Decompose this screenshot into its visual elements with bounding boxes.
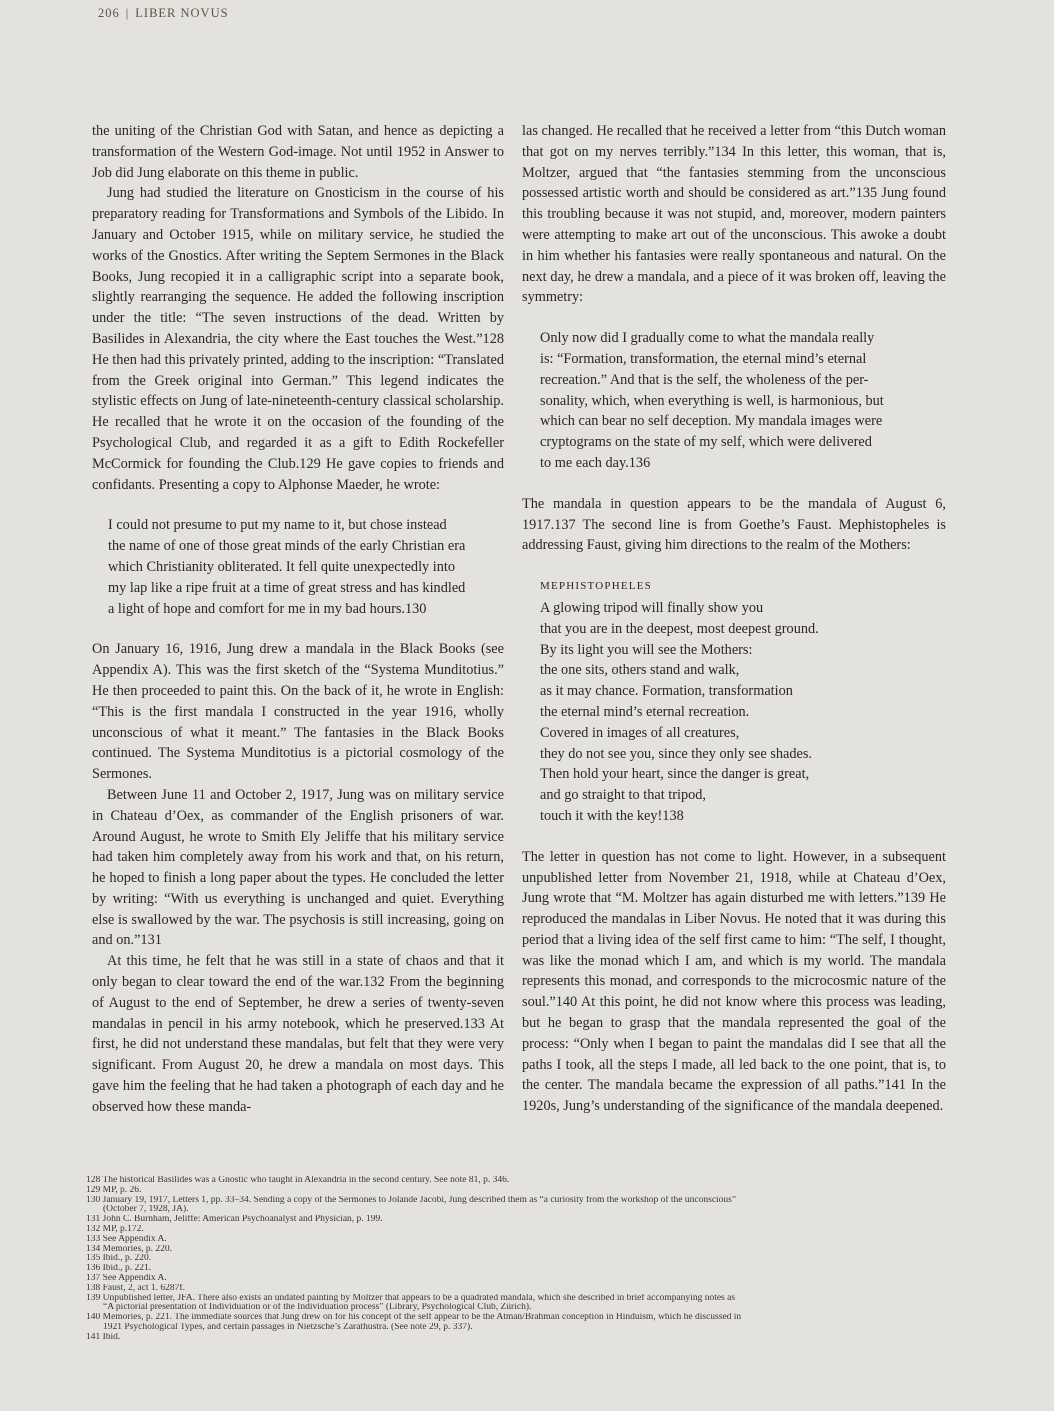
footnote-continuation: 1921 Psychological Types, and certain passages in Nietzsche’s Zarathustra. (See note 29, p. 337). (103, 1322, 473, 1332)
quote-line: sonality, which, when everything is well, is harmonious, but (540, 392, 884, 409)
paragraph: las changed. He recalled that he received a letter from “this Dutch woman that got on my nerves terribly.”134 In this letter, this woman, that is, Moltzer, argued that “the fantasies stemming from the unconscious possessed artistic worth and should be considered as art.”135 Jung found this troubling because it was not stupid, and, moreover, modern painters were attempting to make art out of the unconscious. This awoke a doubt in him whether his fantasies were really spontaneous and natural. On the next day, he drew a mandala, and a piece of it was broken off, leaving the symmetry: (522, 123, 946, 306)
footnote: 132 MP, p.172. (86, 1224, 144, 1234)
quote-line: Only now did I gradually come to what the mandala really (540, 330, 875, 347)
verse-line: the eternal mind’s eternal recreation. (540, 703, 750, 720)
speaker-name: MEPHISTOPHELES (540, 580, 652, 593)
footnotes (86, 1176, 956, 1343)
paragraph: Jung had studied the literature on Gnosticism in the course of his preparatory reading for Transformations and Symbols of the Libido. In January and October 1915, while on military service, he studied the works of the Gnostics. After writing the Septem Sermones in the Black Books, Jung recopied it in a calligraphic script into a separate book, slightly rearranging the sequence. He added the following inscription under the title: “The seven instructions of the dead. Written by Basilides in Alexandria, the city where the East touches the West.”128 He then had this privately printed, adding to the inscription: “Translated from the Greek original into German.” This legend indicates the stylistic effects on Jung of late-nineteenth-century classical scholarship. He recalled that he wrote it on the occasion of the founding of the Psychological Club, and regarded it as a gift to Edith Rockefeller McCormick for founding the Club.129 He gave copies to friends and confidants. Presenting a copy to Alphonse Maeder, he wrote: (92, 185, 505, 493)
quote-line: is: “Formation, transformation, the eternal mind’s eternal (540, 350, 867, 367)
verse-line: A glowing tripod will finally show you (540, 599, 764, 616)
footnote: 136 Ibid., p. 221. (86, 1264, 152, 1274)
quote-line: a light of hope and comfort for me in my bad hours.130 (108, 600, 427, 617)
quote-line: which Christianity obliterated. It fell quite unexpectedly into (108, 558, 456, 575)
quote-line: my lap like a ripe fruit at a time of great stress and has kindled (108, 579, 466, 596)
left-column (92, 121, 504, 1118)
footnote: 138 Faust, 2, act 1. 6287f. (86, 1283, 185, 1293)
footnote: 141 Ibid. (86, 1332, 121, 1342)
verse-line: and go straight to that tripod, (540, 787, 706, 804)
footnote: 128 The historical Basilides was a Gnostic who taught in Alexandria in the second century. See note 81, p. 346. (86, 1176, 510, 1185)
verse-line: they do not see you, since they only see shades. (540, 745, 812, 762)
paragraph: The letter in question has not come to light. However, in a subsequent unpublished letter from November 21, 1918, while at Chateau d’Oex, Jung wrote that “M. Moltzer has again disturbed me with letters.”139 He reproduced the mandalas in Liber Novus. He noted that it was during this period that a living idea of the self first came to him: “The self, I thought, was like the monad which I am, and which is my world. The mandala represents this monad, and corresponds to the microcosmic nature of the soul.”140 At this point, he did not know where this process was leading, but he began to grasp that the mandala represented the goal of the process: “Only when I began to paint the mandalas did I see that all the paths I took, all the steps I made, all led back to the one point, that is, to the center. The mandala became the expression of all paths.”141 In the 1920s, Jung’s understanding of the significance of the mandala deepened. (522, 848, 946, 1115)
paragraph: The mandala in question appears to be the mandala of August 6, 1917.137 The second line is from Goethe’s Faust. Mephistopheles is addressing Faust, giving him directions to the realm of the Mothers: (522, 495, 946, 554)
paragraph: On January 16, 1916, Jung drew a mandala in the Black Books (see Appendix A). This was the first sketch of the “Systema Munditotius.” He then proceeded to paint this. On the back of it, he wrote in English: “This is the first mandala I constructed in the year 1916, wholly unconscious of what it meant.” The fantasies in the Black Books continued. The Systema Munditotius is a pictorial cosmology of the Sermones. (92, 641, 504, 783)
footnote: 133 See Appendix A. (86, 1234, 167, 1244)
quote-line: to me each day.136 (540, 454, 651, 471)
footnote: 135 Ibid., p. 220. (86, 1254, 152, 1264)
quote-line: I could not presume to put my name to it, but chose instead (108, 517, 447, 534)
verse-quote-faust (540, 576, 926, 827)
footnote: 129 MP, p. 26. (86, 1185, 142, 1195)
block-quote-mandala (540, 328, 926, 474)
footnote: 130 January 19, 1917, Letters 1, pp. 33–34. Sending a copy of the Sermones to Jolande Jacobi, Jung described them as “a curiosity from the workshop of the unconscious” (86, 1195, 737, 1205)
footnote: 134 Memories, p. 220. (86, 1244, 173, 1254)
verse-line: Covered in images of all creatures, (540, 724, 740, 741)
quote-line: the name of one of those great minds of the early Christian era (108, 538, 466, 555)
paragraph: the uniting of the Christian God with Satan, and hence as depicting a transformation of the Western God-image. Not until 1952 in Answer to Job did Jung elaborate on this theme in public. (92, 123, 504, 181)
right-column (522, 121, 946, 1117)
running-header (98, 6, 229, 21)
footnote-continuation: (October 7, 1928, JA). (103, 1205, 189, 1215)
verse-line: touch it with the key!138 (540, 807, 684, 824)
block-quote-maeder (108, 515, 488, 619)
verse-line: Then hold your heart, since the danger is great, (540, 766, 810, 783)
header-separator: | (125, 6, 130, 20)
footnote: 137 See Appendix A. (86, 1273, 167, 1283)
quote-line: cryptograms on the state of my self, which were delivered (540, 434, 872, 451)
quote-line: which can bear no self deception. My mandala images were (540, 413, 883, 430)
verse-line: as it may chance. Formation, transformation (540, 683, 793, 700)
verse-line: that you are in the deepest, most deepest ground. (540, 620, 819, 637)
book-title: LIBER NOVUS (135, 6, 229, 20)
paragraph: At this time, he felt that he was still in a state of chaos and that it only began to clear toward the end of the war.132 From the beginning of August to the end of September, he drew a series of twenty-seven mandalas in pencil in his army notebook, which he preserved.133 At first, he did not understand these mandalas, but felt that they were very significant. From August 20, he drew a mandala on most days. This gave him the feeling that he had taken a photograph of each day and he observed how these manda- (92, 953, 504, 1115)
footnote: 139 Unpublished letter, JFA. There also exists an undated painting by Moltzer that appears to be a quadrated mandala, which she described in brief accompanying notes as (86, 1293, 736, 1303)
verse-line: By its light you will see the Mothers: (540, 641, 753, 658)
quote-line: recreation.” And that is the self, the wholeness of the per- (540, 371, 869, 388)
verse-line: the one sits, others stand and walk, (540, 662, 740, 679)
paragraph: Between June 11 and October 2, 1917, Jung was on military service in Chateau d’Oex, as commander of the English prisoners of war. Around August, he wrote to Smith Ely Jeliffe that his military service had taken him completely away from his work and that, on his return, he hoped to finish a long paper about the types. He concluded the letter by writing: “With us everything is unchanged and quiet. Everything else is swallowed by the war. The psychosis is still increasing, going on and on.”131 (92, 786, 504, 949)
page-number: 206 (98, 6, 120, 20)
footnote: 140 Memories, p. 221. The immediate sources that Jung drew on for his concept of the self appear to be the Atman/Brahman conception in Hinduism, which he discussed in (86, 1313, 742, 1323)
footnote-continuation: “A pictorial presentation of Individuation or of the Individuation process” (Library, Psychological Club, Zürich). (103, 1303, 532, 1313)
footnote: 131 John C. Burnham, Jeliffe: American Psychoanalyst and Physician, p. 199. (86, 1215, 383, 1225)
